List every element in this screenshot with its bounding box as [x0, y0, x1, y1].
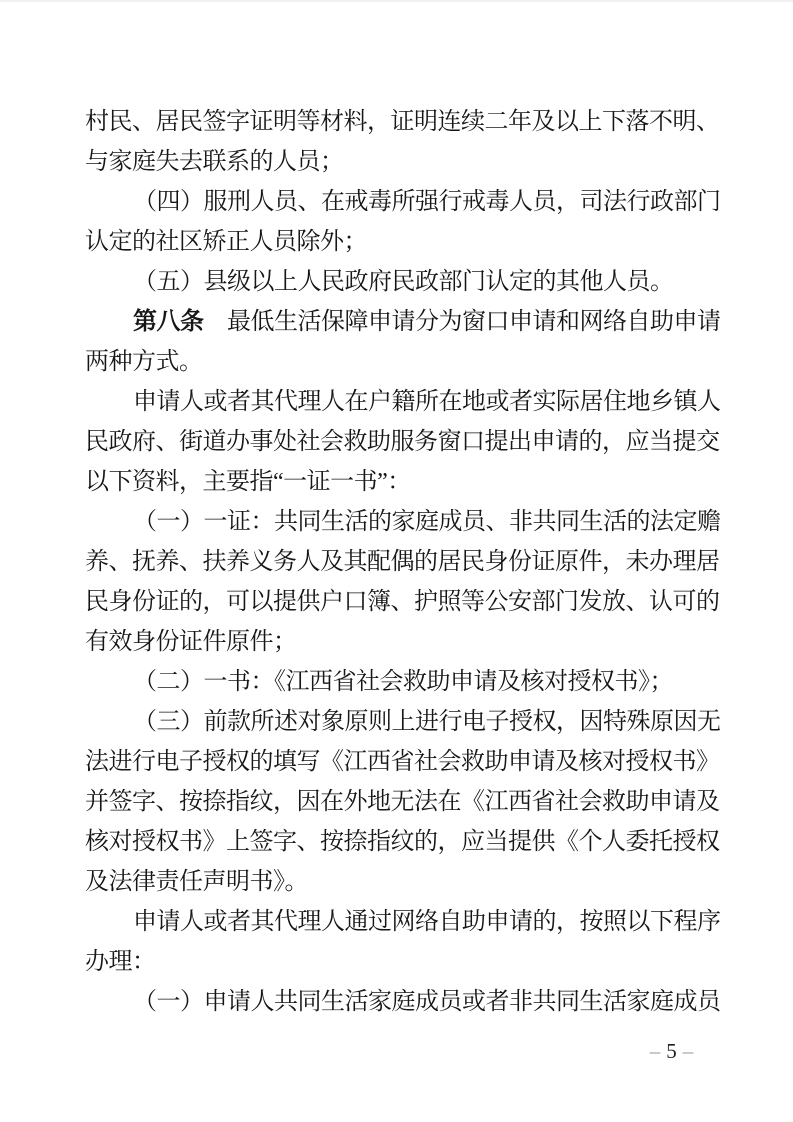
text-run: 两种方式。	[85, 349, 203, 375]
footer-dash-right: –	[682, 1039, 695, 1063]
text-line	[85, 902, 719, 942]
text-line	[85, 822, 719, 862]
text-line	[85, 302, 719, 342]
text-line	[85, 382, 719, 422]
text-run: 核对授权书》上签字、按捺指纹的，应当提供《个人委托授权	[85, 829, 720, 855]
text-run: 申请人或者其代理人在户籍所在地或者实际居住地乡镇人	[133, 389, 721, 415]
text-run: 民身份证的，可以提供户口簿、护照等公安部门发放、认可的	[85, 589, 720, 615]
text-line	[85, 582, 719, 622]
text-line	[85, 182, 719, 222]
text-line	[85, 422, 719, 462]
text-run: （五）县级以上人民政府民政部门认定的其他人员。	[133, 269, 674, 295]
text-line	[85, 342, 719, 382]
text-line	[85, 502, 719, 542]
text-run: 有效身份证件原件；	[85, 629, 297, 655]
article-number-label: 第八条	[133, 309, 204, 335]
footer-dash-left: –	[649, 1039, 662, 1063]
text-line	[85, 102, 719, 142]
text-run: （一）一证：共同生活的家庭成员、非共同生活的法定赡	[133, 509, 721, 535]
page-number: 5	[666, 1039, 678, 1063]
text-line	[85, 142, 719, 182]
document-body	[85, 102, 719, 1022]
text-run: （四）服刑人员、在戒毒所强行戒毒人员，司法行政部门	[133, 189, 721, 215]
text-run: 办理：	[85, 949, 156, 975]
text-run: （三）前款所述对象原则上进行电子授权，因特殊原因无	[133, 709, 721, 735]
text-run: 并签字、按捺指纹，因在外地无法在《江西省社会救助申请及	[85, 789, 720, 815]
text-run: 认定的社区矫正人员除外；	[85, 229, 367, 255]
text-run: 村民、居民签字证明等材料，证明连续二年及以上下落不明、	[85, 109, 720, 135]
text-line	[85, 862, 719, 902]
text-run: 申请人或者其代理人通过网络自助申请的，按照以下程序	[133, 909, 721, 935]
text-run: 民政府、街道办事处社会救助服务窗口提出申请的，应当提交	[85, 429, 720, 455]
text-line	[85, 662, 719, 702]
text-run: （一）申请人共同生活家庭成员或者非共同生活家庭成员	[133, 989, 721, 1015]
text-line	[85, 262, 719, 302]
text-run: 以下资料，主要指“一证一书”：	[85, 469, 411, 495]
text-run: 及法律责任声明书》。	[85, 869, 308, 895]
text-line	[85, 982, 719, 1022]
text-line	[85, 222, 719, 262]
text-line	[85, 742, 719, 782]
text-line	[85, 942, 719, 982]
page-footer	[616, 1039, 728, 1064]
text-line	[85, 542, 719, 582]
text-run: （二）一书：《江西省社会救助申请及核对授权书》；	[133, 669, 673, 695]
text-line	[85, 622, 719, 662]
text-line	[85, 462, 719, 502]
text-run: 法进行电子授权的填写《江西省社会救助申请及核对授权书》	[85, 749, 720, 775]
text-run: 与家庭失去联系的人员；	[85, 149, 344, 175]
text-line	[85, 782, 719, 822]
text-line	[85, 702, 719, 742]
text-run: 最低生活保障申请分为窗口申请和网络自助申请	[203, 309, 721, 335]
text-run: 养、抚养、扶养义务人及其配偶的居民身份证原件，未办理居	[85, 549, 720, 575]
